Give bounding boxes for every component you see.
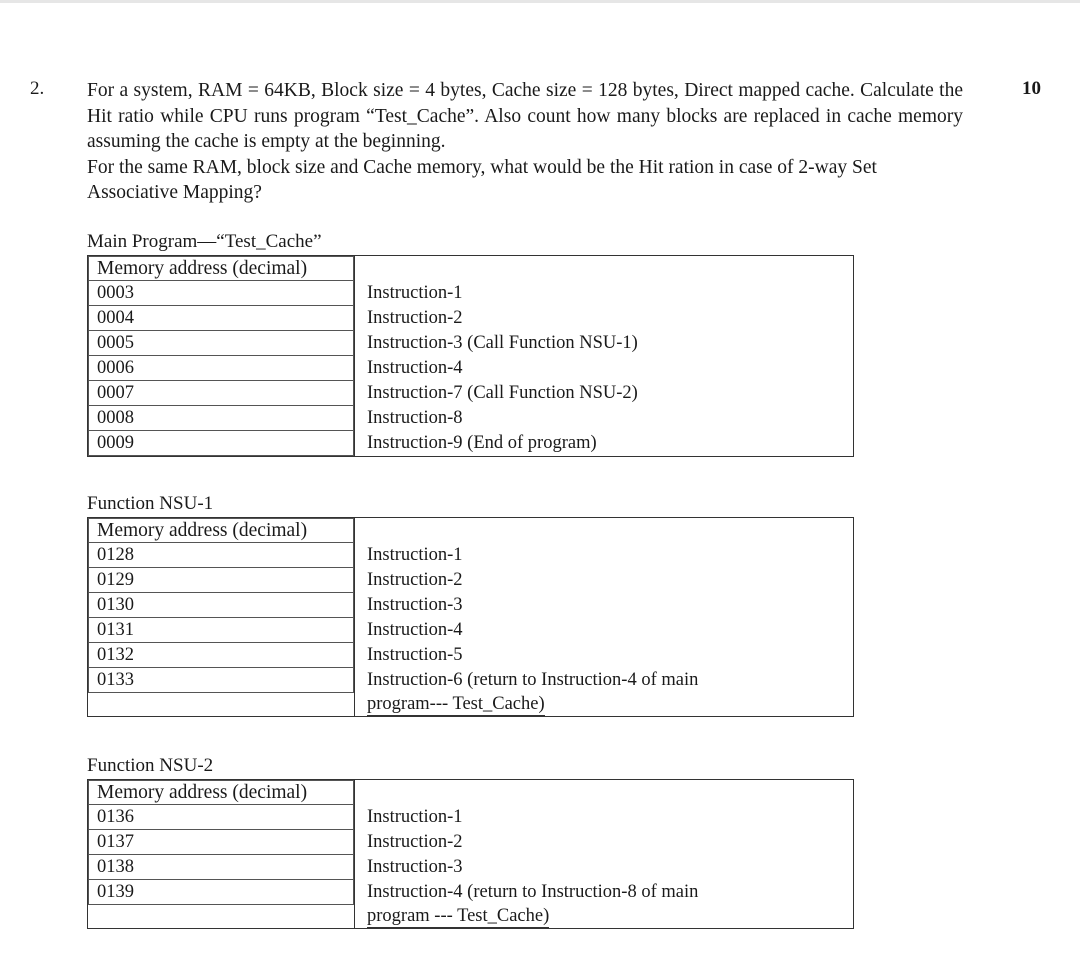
address-cell: 0133 xyxy=(88,668,354,693)
section-title-function-nsu-1: Function NSU-1 xyxy=(87,493,214,514)
address-cell: 0136 xyxy=(88,805,354,830)
question-number: 2. xyxy=(30,78,45,99)
instruction-cell: Instruction-1 xyxy=(355,543,854,568)
address-cell: 0005 xyxy=(88,331,354,356)
table-row xyxy=(88,331,854,356)
instruction-cell: Instruction-3 xyxy=(355,593,854,618)
table-row xyxy=(88,306,854,331)
address-column-header: Memory address (decimal) xyxy=(88,518,354,543)
question-text xyxy=(87,78,963,206)
function-nsu-1-table xyxy=(87,517,854,717)
instruction-cell: Instruction-2 xyxy=(355,306,854,331)
table-row xyxy=(88,406,854,431)
table-row xyxy=(88,643,854,668)
table-row xyxy=(88,668,854,717)
question-marks: 10 xyxy=(1022,78,1041,99)
section-title-function-nsu-2: Function NSU-2 xyxy=(87,755,214,776)
instruction-cell: Instruction-4 xyxy=(355,618,854,643)
address-cell: 0130 xyxy=(88,593,354,618)
instruction-cell: Instruction-8 xyxy=(355,406,854,431)
question-paragraph-1: For a system, RAM = 64KB, Block size = 4 bytes, Cache size = 128 bytes, Direct mapped cache. Calculate the Hit ratio while CPU runs program “Test_Cache”. Also count how many blocks are replaced in cache memory assuming the cache is empty at the beginning. xyxy=(87,80,963,152)
address-cell: 0003 xyxy=(88,281,354,306)
instruction-cell xyxy=(355,880,854,929)
table-row xyxy=(88,356,854,381)
question-paragraph-2: For the same RAM, block size and Cache memory, what would be the Hit ration in case of 2-way Set Associative Mapping? xyxy=(87,156,877,203)
instruction-cell: Instruction-9 (End of program) xyxy=(355,431,854,457)
instruction-cell: Instruction-5 xyxy=(355,643,854,668)
instruction-cell: Instruction-2 xyxy=(355,830,854,855)
address-cell: 0132 xyxy=(88,643,354,668)
address-cell: 0008 xyxy=(88,406,354,431)
table-row xyxy=(88,593,854,618)
instruction-cell: Instruction-7 (Call Function NSU-2) xyxy=(355,381,854,406)
instruction-cell: Instruction-3 xyxy=(355,855,854,880)
table-row xyxy=(88,805,854,830)
table-row xyxy=(88,543,854,568)
table-row xyxy=(88,880,854,929)
function-nsu-2-table xyxy=(87,779,854,929)
page-top-border xyxy=(0,0,1080,3)
table-row xyxy=(88,431,854,457)
main-program-table xyxy=(87,255,854,457)
address-cell: 0137 xyxy=(88,830,354,855)
address-cell: 0138 xyxy=(88,855,354,880)
address-cell: 0004 xyxy=(88,306,354,331)
instruction-line-2: program--- Test_Cache) xyxy=(367,694,545,714)
address-cell: 0129 xyxy=(88,568,354,593)
address-column-header: Memory address (decimal) xyxy=(88,256,354,281)
address-cell: 0139 xyxy=(88,880,354,905)
table-row xyxy=(88,830,854,855)
instruction-cell: Instruction-4 xyxy=(355,356,854,381)
table-row xyxy=(88,568,854,593)
table-row xyxy=(88,618,854,643)
table-header-row xyxy=(88,256,854,282)
instruction-cell: Instruction-1 xyxy=(355,805,854,830)
address-cell: 0131 xyxy=(88,618,354,643)
table-row xyxy=(88,855,854,880)
section-title-main-program: Main Program—“Test_Cache” xyxy=(87,231,322,252)
instruction-cell xyxy=(355,668,854,717)
instruction-cell: Instruction-3 (Call Function NSU-1) xyxy=(355,331,854,356)
address-cell: 0128 xyxy=(88,543,354,568)
table-header-row xyxy=(88,780,854,806)
instruction-line-1: Instruction-4 (return to Instruction-8 of main xyxy=(367,882,699,902)
table-row xyxy=(88,381,854,406)
table-header-row xyxy=(88,518,854,544)
instruction-line-2: program --- Test_Cache) xyxy=(367,906,550,926)
address-cell: 0006 xyxy=(88,356,354,381)
instruction-line-1: Instruction-6 (return to Instruction-4 of main xyxy=(367,670,699,690)
instruction-cell: Instruction-1 xyxy=(355,281,854,306)
address-column-header: Memory address (decimal) xyxy=(88,780,354,805)
address-cell: 0009 xyxy=(88,431,354,456)
instruction-cell: Instruction-2 xyxy=(355,568,854,593)
address-cell: 0007 xyxy=(88,381,354,406)
table-row xyxy=(88,281,854,306)
